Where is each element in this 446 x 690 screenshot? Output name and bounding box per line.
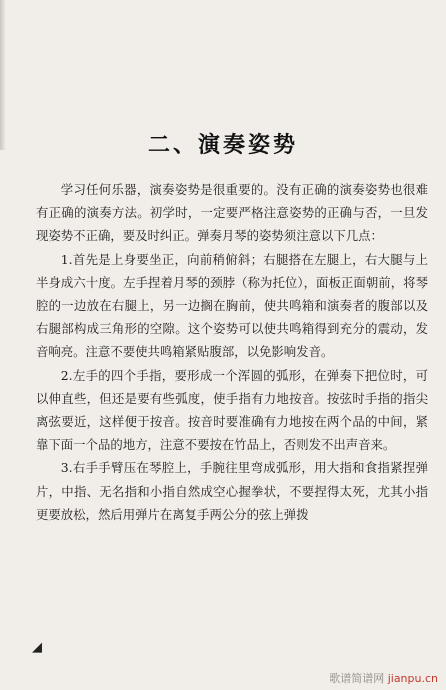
corner-mark: ◢ (32, 640, 42, 655)
watermark-url: jianpu.cn (387, 672, 438, 685)
paragraph-point-3: 3.右手手臂压在琴腔上，手腕往里弯成弧形，用大指和食指紧捏弹片，中指、无名指和小指自然成空心握拳状，不要捏得太死，尤其小指更要放松，然后用弹片在离复手两公分的弦上弹拨 (36, 460, 428, 522)
watermark (329, 670, 438, 686)
paragraph-point-2: 2.左手的四个手指，要形成一个浑圆的弧形，在弹奏下把位时，可以伸直些，但还是要有些弧度，使手指有力地按音。按弦时手指的指尖离弦要近，这样便于按音。按音时要准确有力地按在两个品的中间，紧靠下面一个品的地方，注意不要按在竹品上，否则发不出声音来。 (36, 367, 428, 453)
body-text (36, 178, 428, 526)
paragraph-intro: 学习任何乐器，演奏姿势是很重要的。没有正确的演奏姿势也很难有正确的演奏方法。初学时，一定要严格注意姿势的正确与否，一旦发现姿势不正确，要及时纠正。弹奏月琴的姿势须注意以下几点： (36, 182, 428, 244)
section-heading: 二、演奏姿势 (147, 132, 298, 158)
watermark-site: 歌谱简谱网 (329, 672, 385, 685)
paragraph-point-1: 1.首先是上身要坐正，向前稍俯斜；右腿搭在左腿上，右大腿与上半身成六十度。左手捏着月琴的颈脖（称为托位），面板正面朝前，将琴腔的一边放在右腿上，另一边搁在胸前，使共鸣箱和演奏者的腹部以及右腿部构成三角形的空隙。这个姿势可以使共鸣箱得到充分的震动，发音响亮。注意不要使共鸣箱紧贴腹部，以免影响发音。 (36, 251, 428, 360)
